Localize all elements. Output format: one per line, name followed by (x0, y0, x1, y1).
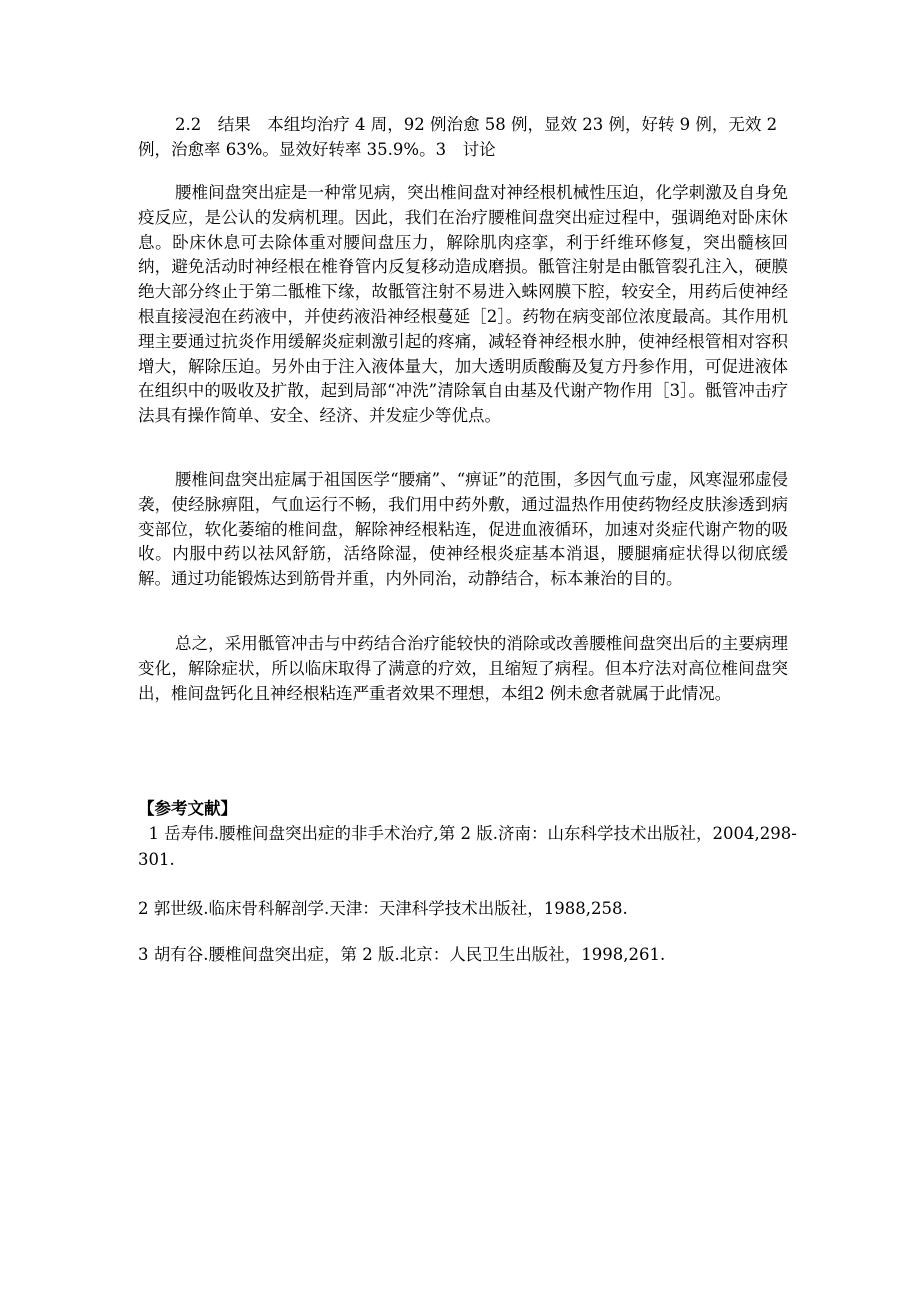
discussion-paragraph-1: 腰椎间盘突出症是一种常见病，突出椎间盘对神经根机械性压迫，化学刺激及自身免疫反应，是公认的发病机理。因此，我们在治疗腰椎间盘突出症过程中，强调绝对卧床休息。卧床休息可去除体重对腰间盘压力，解除肌肉痉挛，利于纤维环修复，突出髓核回纳，避免活动时神经根在椎脊管内反复移动造成磨损。骶管注射是由骶管裂孔注入，硬膜绝大部分终止于第二骶椎下缘，故骶管注射不易进入蛛网膜下腔，较安全，用药后使神经根直接浸泡在药液中，并使药液沿神经根蔓延［2］。药物在病变部位浓度最高。其作用机理主要通过抗炎作用缓解炎症刺激引起的疼痛，减轻脊神经根水肿，使神经根管相对容积增大，解除压迫。另外由于注入液体量大，加大透明质酸酶及复方丹参作用，可促进液体在组织中的吸收及扩散，起到局部“冲洗”清除氧自由基及代谢产物作用［3］。骶管冲击疗法具有操作简单、安全、经济、并发症少等优点。 (138, 183, 788, 426)
results-paragraph: 2.2 结果 本组均治疗 4 周，92 例治愈 58 例，显效 23 例，好转 9 例，无效 2 例，治愈率 63%。显效好转率 35.9%。3 讨论 (138, 115, 778, 159)
references-heading: 【参考文献】 (138, 799, 237, 818)
reference-item-2: 2 郭世级.临床骨科解剖学.天津：天津科学技术出版社，1988,258. (138, 899, 628, 918)
reference-item-1: 1 岳寿伟.腰椎间盘突出症的非手术治疗,第 2 版.济南：山东科学技术出版社，2004,298-301. (138, 824, 797, 869)
discussion-paragraph-3: 总之，采用骶管冲击与中药结合治疗能较快的消除或改善腰椎间盘突出后的主要病理变化，解除症状，所以临床取得了满意的疗效，且缩短了病程。但本疗法对高位椎间盘突出，椎间盘钙化且神经根粘连严重者效果不理想，本组2 例未愈者就属于此情况。 (138, 634, 788, 703)
discussion-paragraph-2: 腰椎间盘突出症属于祖国医学“腰痛”、“痹证”的范围，多因气血亏虚，风寒湿邪虚侵袭，使经脉痹阻，气血运行不畅，我们用中药外敷，通过温热作用使药物经皮肤渗透到病变部位，软化萎缩的椎间盘，解除神经根粘连，促进血液循环，加速对炎症代谢产物的吸收。内服中药以祛风舒筋，活络除湿，使神经根炎症基本消退，腰腿痛症状得以彻底缓解。通过功能锻炼达到筋骨并重，内外同治，动静结合，标本兼治的目的。 (138, 470, 788, 589)
reference-item-3: 3 胡有谷.腰椎间盘突出症，第 2 版.北京：人民卫生出版社，1998,261. (138, 945, 666, 964)
